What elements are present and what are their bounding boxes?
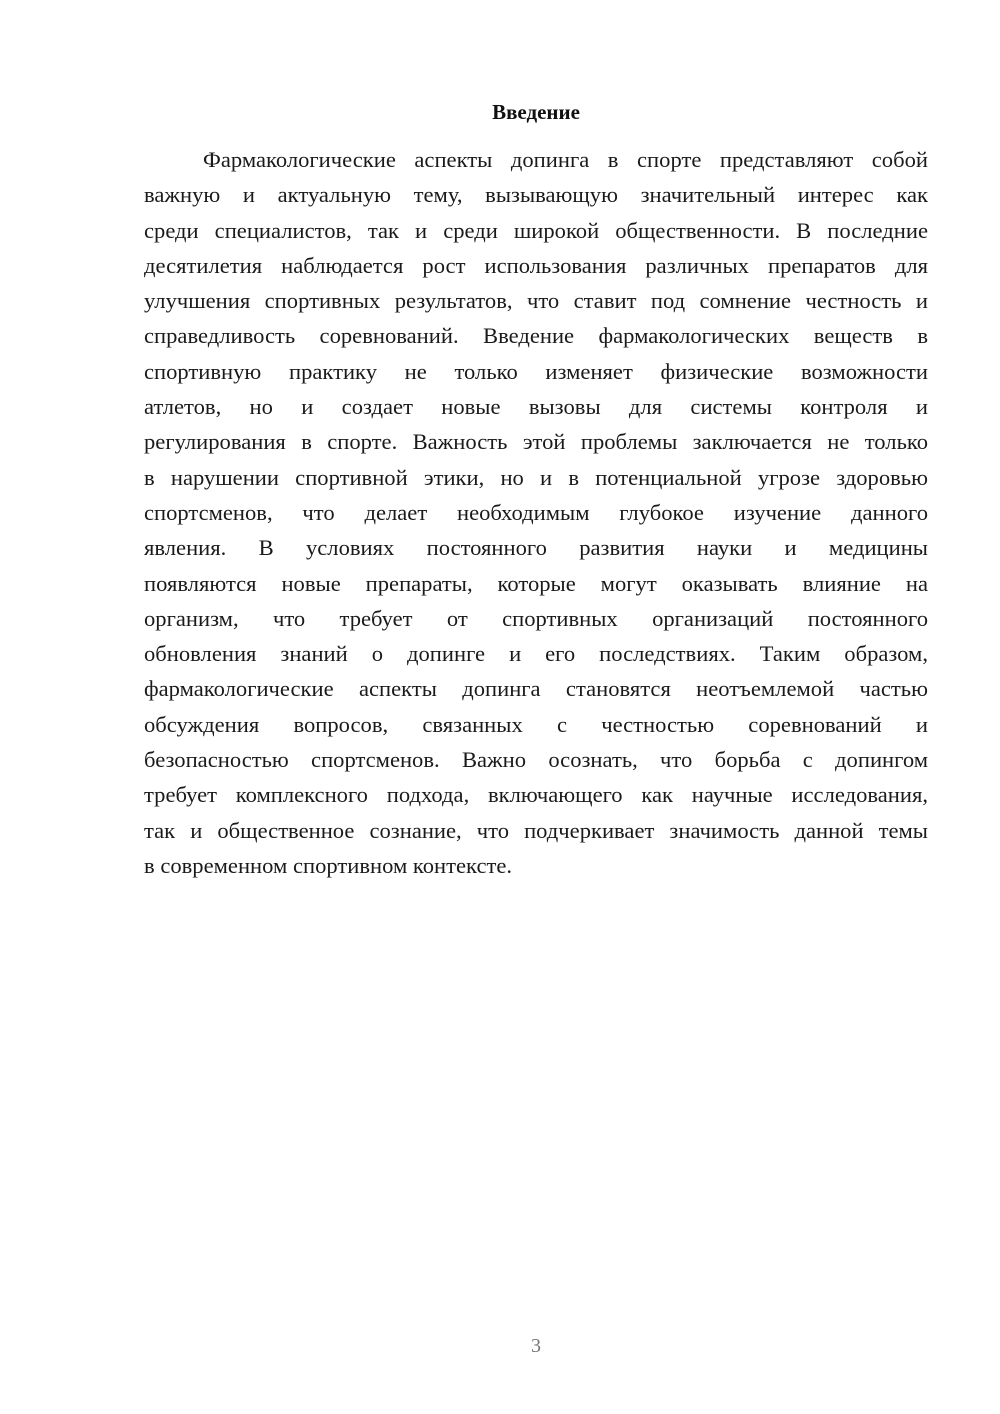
page-number: 3: [531, 1335, 541, 1357]
paragraph-line: в нарушении спортивной этики, но и в потенциальной угрозе здоровью: [144, 464, 928, 490]
paragraph-line: обсуждения вопросов, связанных с честностью соревнований и: [144, 711, 928, 737]
paragraph-line: так и общественное сознание, что подчеркивает значимость данной темы: [144, 817, 928, 843]
paragraph-line: безопасностью спортсменов. Важно осознать, что борьба с допингом: [144, 747, 928, 773]
paragraph-line: десятилетия наблюдается рост использования различных препаратов для: [144, 252, 928, 278]
paragraph-line: улучшения спортивных результатов, что ставит под сомнение честность и: [144, 288, 928, 314]
paragraph-line: спортивную практику не только изменяет физические возможности: [144, 358, 928, 384]
paragraph-line: фармакологические аспекты допинга становятся неотъемлемой частью: [144, 676, 928, 702]
paragraph-line: Фармакологические аспекты допинга в спорте представляют собой: [203, 147, 928, 172]
paragraph-line: появляются новые препараты, которые могут оказывать влияние на: [144, 570, 928, 596]
paragraph-line: важную и актуальную тему, вызывающую значительный интерес как: [144, 182, 928, 208]
paragraph-line: требует комплексного подхода, включающего как научные исследования,: [144, 782, 928, 808]
section-heading: Введение: [492, 100, 580, 124]
paragraph-line: явления. В условиях постоянного развития науки и медицины: [144, 535, 928, 561]
paragraph-line: организм, что требует от спортивных организаций постоянного: [144, 605, 928, 631]
paragraph-line: атлетов, но и создает новые вызовы для системы контроля и: [144, 394, 928, 420]
paragraph-line: среди специалистов, так и среди широкой общественности. В последние: [144, 217, 928, 243]
paragraph-line: обновления знаний о допинге и его последствиях. Таким образом,: [144, 641, 928, 667]
paragraph-line: регулирования в спорте. Важность этой проблемы заключается не только: [144, 429, 928, 455]
paragraph-line: в современном спортивном контексте.: [144, 852, 513, 878]
paragraph-line: спортсменов, что делает необходимым глубокое изучение данного: [144, 499, 928, 525]
body-paragraph: [144, 142, 928, 883]
paragraph-line: справедливость соревнований. Введение фармакологических веществ в: [144, 323, 928, 349]
